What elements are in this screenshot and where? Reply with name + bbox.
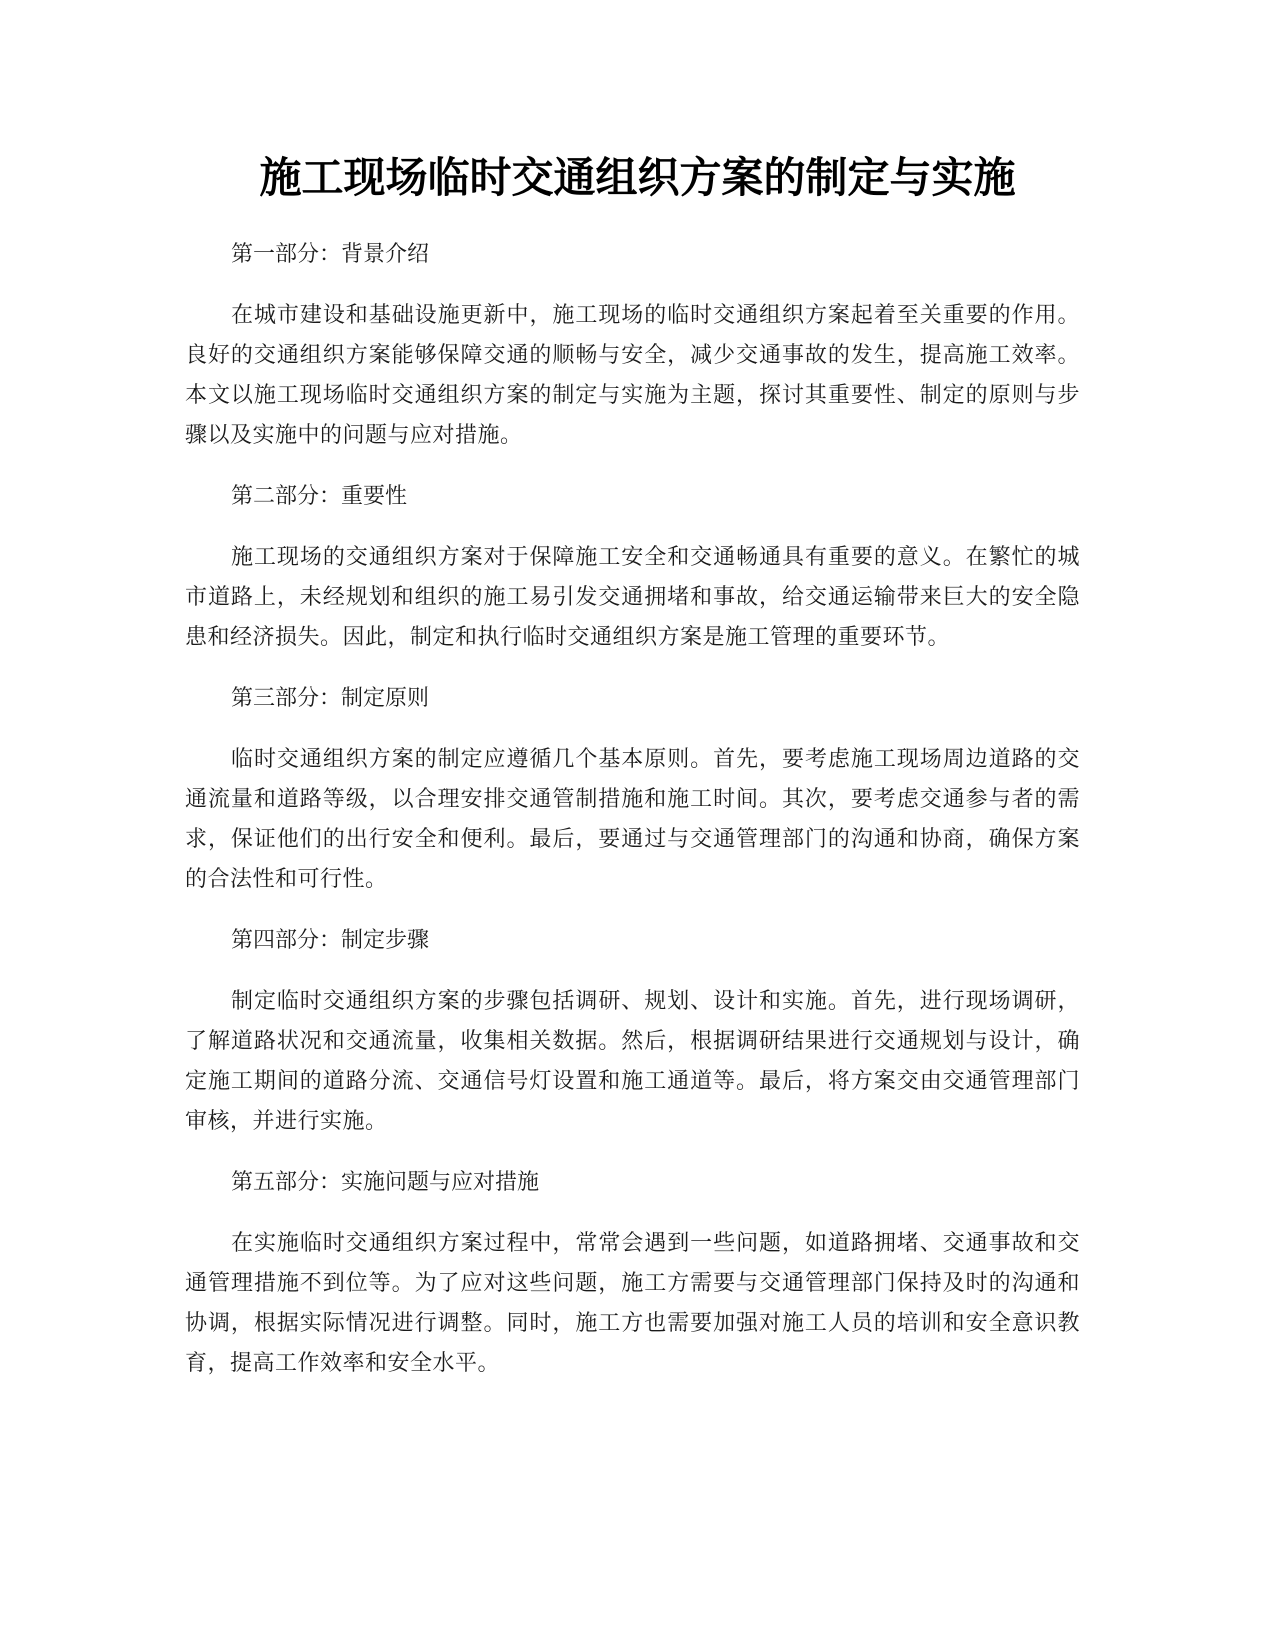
document-content bbox=[185, 240, 1080, 1410]
section-heading-3: 第三部分：制定原则 bbox=[231, 686, 430, 711]
section-heading-4: 第四部分：制定步骤 bbox=[231, 928, 430, 953]
section-body-1: 在城市建设和基础设施更新中，施工现场的临时交通组织方案起着至关重要的作用。良好的交通组织方案能够保障交通的顺畅与安全，减少交通事故的发生，提高施工效率。本文以施工现场临时交通组织方案的制定与实施为主题，探讨其重要性、制定的原则与步骤以及实施中的问题与应对措施。 bbox=[185, 303, 1080, 448]
section-body-4: 制定临时交通组织方案的步骤包括调研、规划、设计和实施。首先，进行现场调研，了解道路状况和交通流量，收集相关数据。然后，根据调研结果进行交通规划与设计，确定施工期间的道路分流、交通信号灯设置和施工通道等。最后，将方案交由交通管理部门审核，并进行实施。 bbox=[185, 989, 1080, 1134]
section-body-3: 临时交通组织方案的制定应遵循几个基本原则。首先，要考虑施工现场周边道路的交通流量和道路等级，以合理安排交通管制措施和施工时间。其次，要考虑交通参与者的需求，保证他们的出行安全和便利。最后，要通过与交通管理部门的沟通和协商，确保方案的合法性和可行性。 bbox=[185, 747, 1080, 892]
section-heading-5: 第五部分：实施问题与应对措施 bbox=[231, 1170, 540, 1195]
document-title: 施工现场临时交通组织方案的制定与实施 bbox=[259, 153, 1016, 202]
section-body-2: 施工现场的交通组织方案对于保障施工安全和交通畅通具有重要的意义。在繁忙的城市道路上，未经规划和组织的施工易引发交通拥堵和事故，给交通运输带来巨大的安全隐患和经济损失。因此，制定和执行临时交通组织方案是施工管理的重要环节。 bbox=[185, 545, 1080, 650]
section-heading-2: 第二部分：重要性 bbox=[231, 484, 408, 509]
section-body-5: 在实施临时交通组织方案过程中，常常会遇到一些问题，如道路拥堵、交通事故和交通管理措施不到位等。为了应对这些问题，施工方需要与交通管理部门保持及时的沟通和协调，根据实际情况进行调整。同时，施工方也需要加强对施工人员的培训和安全意识教育，提高工作效率和安全水平。 bbox=[185, 1231, 1080, 1376]
section-heading-1: 第一部分：背景介绍 bbox=[231, 242, 430, 267]
